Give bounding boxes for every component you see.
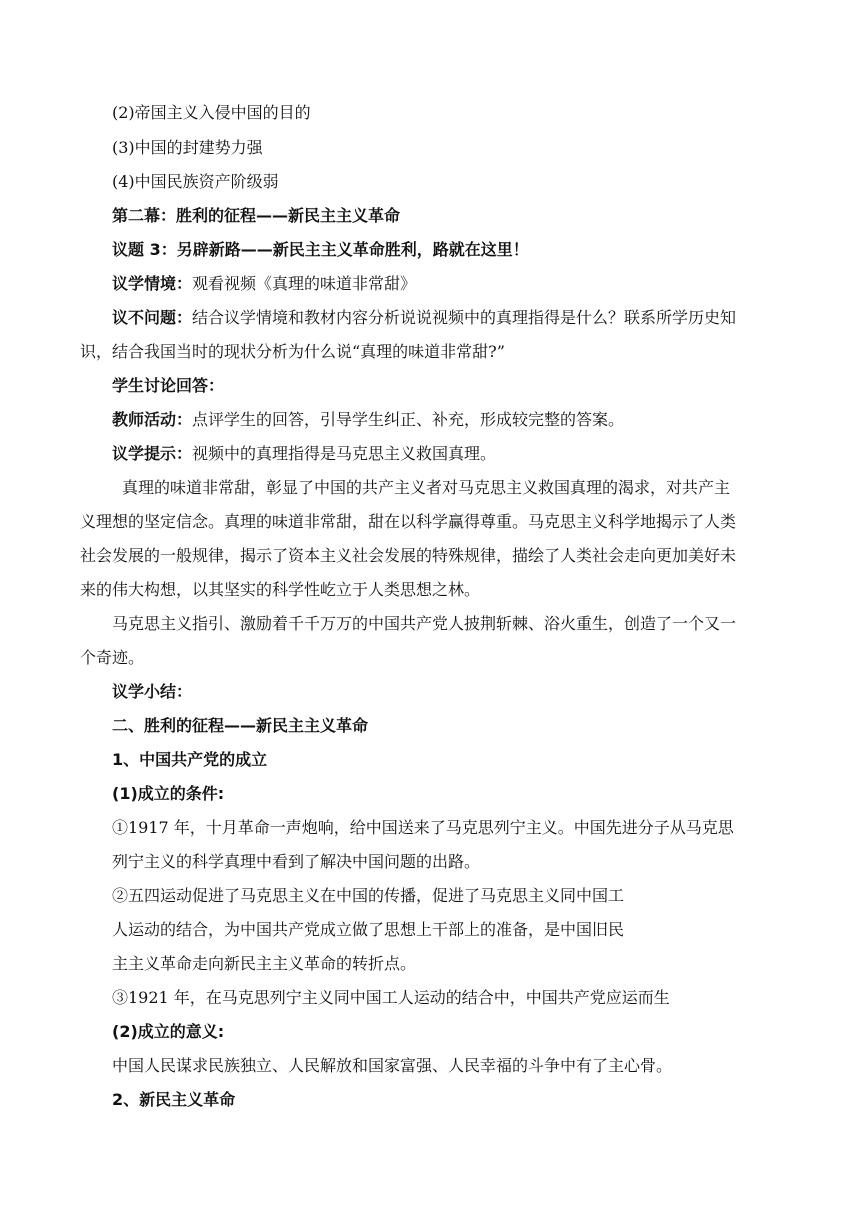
- para1-line-3: 社会发展的一般规律，揭示了资本主义社会发展的特殊规律，描绘了人类社会走向更加美好未: [80, 546, 737, 565]
- question-text-1: 结合议学情境和教材内容分析说说视频中的真理指得是什么？联系所学历史知: [192, 308, 737, 327]
- item-4: (4)中国民族资产阶级弱: [112, 172, 279, 191]
- meaning-title: (2)成立的意义:: [112, 1022, 225, 1041]
- summary-label: 议学小结：: [112, 682, 193, 701]
- student-discussion: 学生讨论回答：: [112, 376, 225, 395]
- scenario-line: [112, 274, 416, 294]
- condition3: ③1921 年，在马克思列宁主义同中国工人运动的结合中，中国共产党应运而生: [112, 988, 670, 1007]
- condition2-line-3: 主主义革命走向新民主主义革命的转折点。: [112, 954, 417, 973]
- condition1-line-2: 列宁主义的科学真理中看到了解决中国问题的出路。: [112, 852, 481, 871]
- condition2-line-1: ②五四运动促进了马克思主义在中国的传播，促进了马克思主义同中国工: [112, 886, 625, 905]
- conditions-title: (1)成立的条件:: [112, 784, 225, 803]
- teacher-label: 教师活动：: [112, 410, 193, 429]
- topic3-title: 议题 3：另辟新路——新民主主义革命胜利，路就在这里！: [112, 240, 529, 259]
- sub2-title: 2、新民主义革命: [112, 1090, 236, 1109]
- meaning-text: 中国人民谋求民族独立、人民解放和国家富强、人民幸福的斗争中有了主心骨。: [112, 1056, 673, 1075]
- para2-line-1: 马克思主义指引、激励着千千万万的中国共产党人披荆斩棘、浴火重生，创造了一个又一: [112, 614, 737, 633]
- question-label: 议不问题：: [112, 308, 193, 327]
- section2-title: 二、胜利的征程——新民主主义革命: [112, 716, 369, 735]
- hint-text: 视频中的真理指得是马克思主义救国真理。: [192, 444, 497, 463]
- hint-line: [112, 444, 496, 464]
- scenario-text: 观看视频《真理的味道非常甜》: [192, 274, 417, 293]
- para1-line-1: 真理的味道非常甜，彰显了中国的共产主义者对马克思主义救国真理的渴求，对共产主: [122, 478, 731, 497]
- condition1-line-1: ①1917 年，十月革命一声炮响，给中国送来了马克思列宁主义。中国先进分子从马克思: [112, 818, 734, 837]
- act2-title: 第二幕：胜利的征程——新民主主义革命: [112, 206, 401, 225]
- condition2-line-2: 人运动的结合，为中国共产党成立做了思想上干部上的准备，是中国旧民: [112, 920, 625, 939]
- para2-line-2: 个奇迹。: [80, 648, 145, 667]
- teacher-line: [112, 410, 624, 430]
- item-2: (2)帝国主义入侵中国的目的: [112, 103, 311, 122]
- sub1-title: 1、中国共产党的成立: [112, 750, 268, 769]
- para1-line-4: 来的伟大构想，以其坚实的科学性屹立于人类思想之林。: [80, 580, 481, 599]
- item-3: (3)中国的封建势力强: [112, 138, 263, 157]
- para1-line-2: 义理想的坚定信念。真理的味道非常甜，甜在以科学赢得尊重。马克思主义科学地揭示了人类: [80, 512, 737, 531]
- scenario-label: 议学情境：: [112, 274, 193, 293]
- question-line-1: [112, 308, 736, 328]
- teacher-text: 点评学生的回答，引导学生纠正、补充，形成较完整的答案。: [192, 410, 625, 429]
- question-line-2: 识，结合我国当时的现状分析为什么说“真理的味道非常甜?”: [80, 342, 505, 361]
- hint-label: 议学提示：: [112, 444, 193, 463]
